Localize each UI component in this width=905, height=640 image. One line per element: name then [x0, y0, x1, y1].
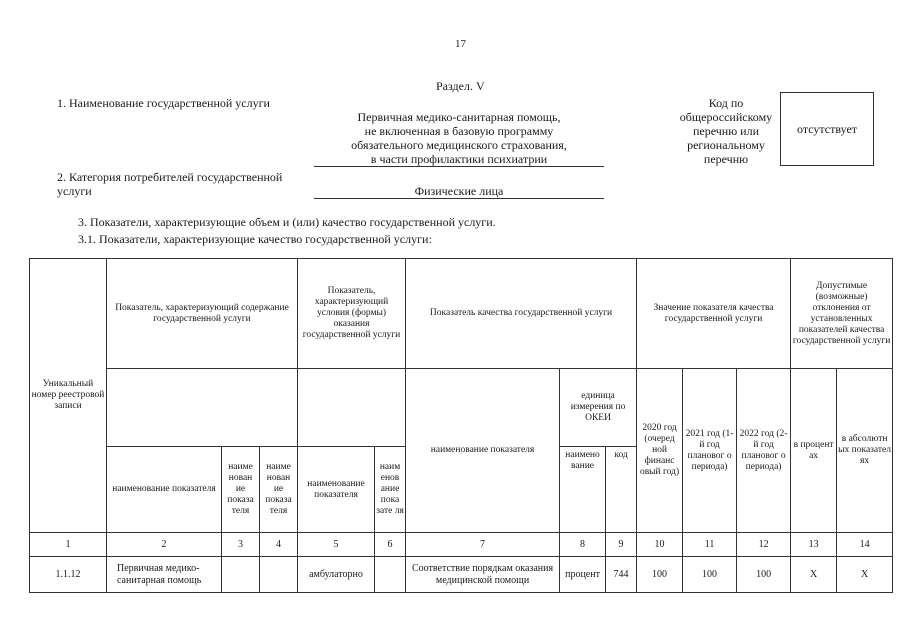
header-content-name-3: наиме нован ие показа теля — [222, 447, 260, 533]
header-conditions-indicator: Показатель, характеризующий условия (формы) оказания государственной услуги — [298, 259, 406, 369]
service-name-value — [314, 110, 604, 167]
col-num-2: 2 — [107, 533, 222, 557]
service-name-line-4: в части профилактики психиатрии — [314, 152, 604, 167]
header-okei-name: наимено вание — [560, 447, 606, 533]
code-box — [780, 92, 874, 166]
consumer-category-value: Физические лица — [314, 184, 604, 199]
cell-value-2022: 100 — [737, 557, 791, 593]
service-name-line-1: Первичная медико-санитарная помощь, — [357, 110, 561, 124]
quality-indicators-table — [29, 258, 893, 593]
code-label-line-3: перечню или — [692, 124, 760, 138]
code-label-line-4: региональному — [687, 138, 765, 152]
header-year-2020: 2020 год (очеред ной финанс овый год) — [637, 369, 683, 533]
table-row — [30, 557, 893, 593]
cell-unit-name: процент — [560, 557, 606, 593]
header-allowed-deviation: Допустимые (возможные) отклонения от установленных показателей качества государственной услуги — [791, 259, 893, 369]
code-label-line-2: общероссийскому — [679, 110, 773, 124]
header-okei-unit: единица измерения по ОКЕИ — [560, 369, 637, 447]
col-num-9: 9 — [606, 533, 637, 557]
cell-condition: амбулаторно — [298, 557, 375, 593]
header-conditions-name: наименование показателя — [298, 447, 375, 533]
header-content-name-4: наиме нован ие показа теля — [260, 447, 298, 533]
cell-registry-number: 1.1.12 — [30, 557, 107, 593]
consumer-label-line-2: услуги — [57, 184, 92, 198]
cell-deviation-percent: Х — [791, 557, 837, 593]
header-quality-value: Значение показателя качества государственной услуги — [637, 259, 791, 369]
col-num-12: 12 — [737, 533, 791, 557]
content-spacer — [107, 369, 298, 447]
code-label — [668, 96, 784, 166]
col-num-6: 6 — [375, 533, 406, 557]
header-quality-indicator: Показатель качества государственной услуги — [406, 259, 637, 369]
code-label-line-5: перечню — [703, 152, 749, 166]
page-number: 17 — [455, 38, 466, 50]
header-deviation-percent: в процент ах — [791, 369, 837, 533]
col-num-3: 3 — [222, 533, 260, 557]
consumer-label-line-1: 2. Категория потребителей государственной — [57, 170, 283, 184]
item-3-1-text: 3.1. Показатели, характеризующие качество государственной услуги: — [78, 232, 432, 246]
header-conditions-name-6: наим енов ание пока зате ля — [375, 447, 406, 533]
col-num-11: 11 — [683, 533, 737, 557]
conditions-spacer — [298, 369, 406, 447]
cell-value-2020: 100 — [637, 557, 683, 593]
cell-unit-code: 744 — [606, 557, 637, 593]
col-num-5: 5 — [298, 533, 375, 557]
cell-content-name: Первичная медико-санитарная помощь — [107, 557, 222, 593]
cell-indicator-name: Соответствие порядкам оказания медицинской помощи — [406, 557, 560, 593]
col-num-8: 8 — [560, 533, 606, 557]
header-year-2022: 2022 год (2-й год плановог о периода) — [737, 369, 791, 533]
col-num-1: 1 — [30, 533, 107, 557]
code-label-line-1: Код по — [708, 96, 744, 110]
header-content-indicator: Показатель, характеризующий содержание государственной услуги — [107, 259, 298, 369]
item-3-text: 3. Показатели, характеризующие объем и (или) качество государственной услуги. — [78, 215, 496, 229]
column-numbers-row — [30, 533, 893, 557]
cell-condition-6 — [375, 557, 406, 593]
col-num-10: 10 — [637, 533, 683, 557]
header-deviation-absolute: в абсолютн ых показател ях — [837, 369, 893, 533]
service-name-label: 1. Наименование государственной услуги — [57, 96, 270, 110]
section-title: Раздел. V — [436, 79, 485, 93]
consumer-category-label — [57, 170, 282, 198]
col-num-4: 4 — [260, 533, 298, 557]
cell-content-4 — [260, 557, 298, 593]
header-okei-code: код — [606, 447, 637, 533]
col-num-14: 14 — [837, 533, 893, 557]
col-num-13: 13 — [791, 533, 837, 557]
header-year-2021: 2021 год (1-й год плановог о периода) — [683, 369, 737, 533]
cell-content-3 — [222, 557, 260, 593]
cell-value-2021: 100 — [683, 557, 737, 593]
service-name-line-3: обязательного медицинского страхования, — [351, 138, 567, 152]
cell-deviation-absolute: Х — [837, 557, 893, 593]
header-content-name: наименование показателя — [107, 447, 222, 533]
header-indicator-name: наименование показателя — [406, 369, 560, 533]
code-value: отсутствует — [796, 122, 858, 136]
header-unique-number: Уникальный номер реестровой записи — [30, 259, 107, 533]
col-num-7: 7 — [406, 533, 560, 557]
service-name-line-2: не включенная в базовую программу — [364, 124, 554, 138]
